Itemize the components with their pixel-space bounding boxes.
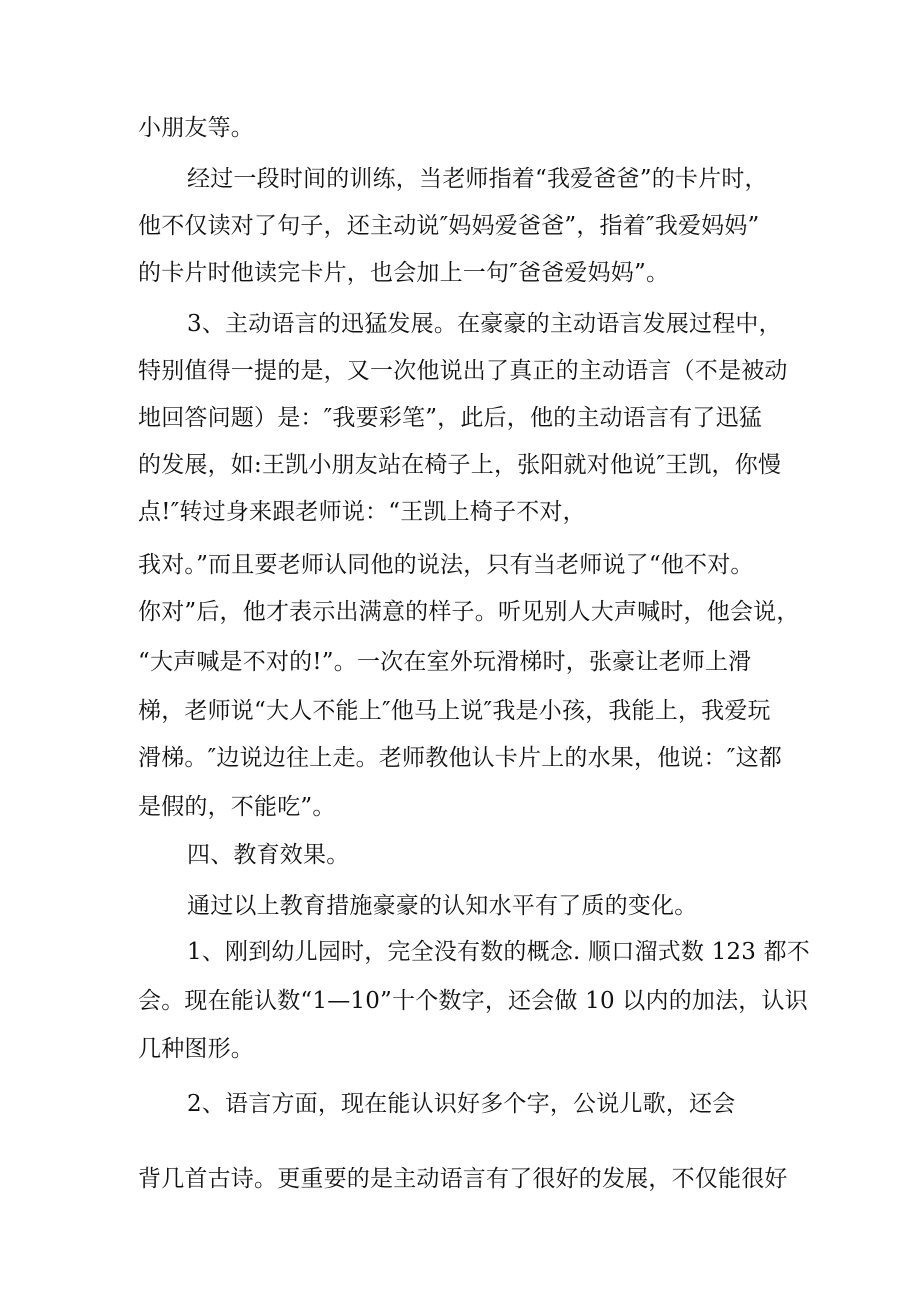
text-line: 经过一段时间的训练，当老师指着“我爱爸爸”的卡片时，: [187, 166, 768, 192]
text-line: 是假的，不能吃”。: [138, 794, 336, 820]
text-line: 背几首古诗。更重要的是主动语言有了很好的发展，不仅能很好: [138, 1166, 788, 1192]
text-line: 1、刚到幼儿园时，完全没有数的概念. 顺口溜式数 123 都不: [187, 939, 810, 965]
text-line: 的发展，如:王凯小朋友站在椅子上，张阳就对他说″王凯，你慢: [138, 452, 782, 478]
text-line: 我对。”而且要老师认同他的说法，只有当老师说了“他不对。: [138, 552, 754, 578]
text-line: 梯，老师说“大人不能上″他马上说″我是小孩，我能上，我爱玩: [138, 698, 771, 724]
text-line: 点!″转过身来跟老师说：“王凯上椅子不对，: [138, 499, 586, 525]
text-line: 他不仅读对了句子，还主动说″妈妈爱爸爸”，指着″我爱妈妈”: [138, 213, 760, 239]
text-line: 地回答问题）是：″我要彩笔”，此后，他的主动语言有了迅猛: [138, 405, 762, 431]
text-line: 3、主动语言的迅猛发展。在豪豪的主动语言发展过程中，: [187, 311, 782, 337]
text-line: 四、教育效果。: [187, 842, 350, 868]
text-line: 小朋友等。: [138, 115, 254, 141]
text-line: 的卡片时他读完卡片，也会加上一句″爸爸爱妈妈”。: [138, 260, 670, 286]
text-line: 几种图形。: [138, 1036, 254, 1062]
text-line: 会。现在能认数“1—10”十个数字，还会做 10 以内的加法，认识: [138, 988, 808, 1014]
text-line: 滑梯。″边说边往上走。老师教他认卡片上的水果，他说：″这都: [138, 745, 782, 771]
text-line: 你对”后，他才表示出满意的样子。听见别人大声喊时，他会说，: [138, 599, 800, 625]
text-line: 特别值得一提的是，又一次他说出了真正的主动语言（不是被动: [138, 358, 788, 384]
text-line: 通过以上教育措施豪豪的认知水平有了质的变化。: [187, 893, 698, 919]
text-line: 2、语言方面，现在能认识好多个字，公说儿歌，还会: [187, 1091, 736, 1117]
text-line: “大声喊是不对的!”。一次在室外玩滑梯时，张豪让老师上滑: [138, 649, 752, 675]
